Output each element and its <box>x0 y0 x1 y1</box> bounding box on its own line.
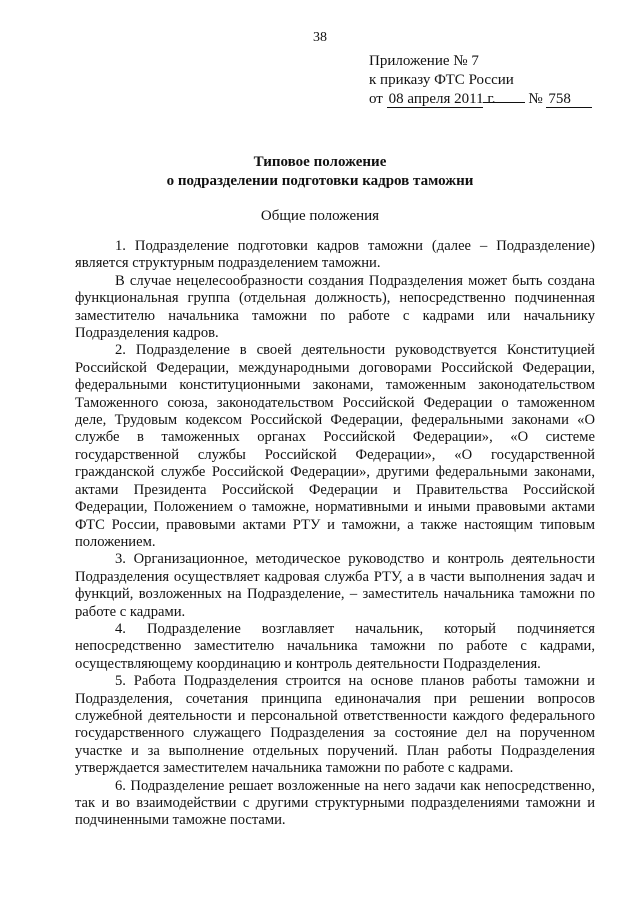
paragraph: 6. Подразделение решает возложенные на него задачи как непосредственно, так и во взаимодействии с другими структурными подразделениями таможни и подчиненными таможне постами. <box>75 777 595 829</box>
paragraph: 4. Подразделение возглавляет начальник, который подчиняется непосредственно заместителю начальника таможни по работе с кадрами, осуществляющему координацию и контроль деятельности Подразделения. <box>75 620 595 672</box>
section-title: Общие положения <box>260 208 380 224</box>
underline-gap <box>483 102 525 103</box>
paragraph: 3. Организационное, методическое руководство и контроль деятельности Подразделения осуществляет кадровая служба РТУ, а в части выполнения задач и функций, возложенных на Подразделение, – заместитель начальника таможни по работе с кадрами. <box>75 551 595 620</box>
appendix-date-line <box>369 90 619 109</box>
appendix-title: Приложение № 7 <box>369 53 479 69</box>
from-label: от <box>369 91 383 107</box>
paragraph: 2. Подразделение в своей деятельности руководствуется Конституцией Российской Федерации, международными договорами Российской Федерации, федеральными конституционными законами, таможенным законодательством Таможенного союза, законодательством Российской Федерации о таможенном деле, Трудовым кодексом Российской Федерации, федеральными законами «О службе в таможенных органах Российской Федерации», «О системе государственной службы Российской Федерации», «О государственной гражданской службе Российской Федерации», другими федеральными законами, актами Президента Российской Федерации и Правительства Российской Федерации, Положением о таможне, нормативными и иными правовыми актами ФТС России, правовыми актами РТУ и таможни, а также настоящим типовым положением. <box>75 342 595 550</box>
appendix-block <box>369 52 619 109</box>
paragraph: В случае нецелесообразности создания Подразделения может быть создана функциональная группа (отдельная должность), непосредственно подчиненная заместителю начальника таможни по работе с кадрами или начальнику Подразделения кадров. <box>75 272 595 342</box>
paragraph: 1. Подразделение подготовки кадров таможни (далее – Подразделение) является структурным подразделением таможни. <box>75 238 595 272</box>
page-number: 38 <box>313 30 327 45</box>
appendix-order-ref: к приказу ФТС России <box>369 72 514 88</box>
order-date: 08 апреля 2011 г. <box>388 91 496 107</box>
order-number: 758 <box>546 92 592 108</box>
title-line-2: о подразделении подготовки кадров таможни <box>166 173 474 189</box>
document-body <box>75 238 595 830</box>
title-line-1: Типовое положение <box>253 154 387 170</box>
document-title <box>0 153 640 191</box>
number-label: № <box>528 91 543 107</box>
paragraph: 5. Работа Подразделения строится на основе планов работы таможни и Подразделения, сочетания принципа единоначалия при решении вопросов служебной деятельности и персональной ответственности каждого федерального государственного служащего Подразделения за состояние дел на порученном участке и за выполнение отдельных поручений. План работы Подразделения утверждается заместителем начальника таможни по работе с кадрами. <box>75 673 595 777</box>
